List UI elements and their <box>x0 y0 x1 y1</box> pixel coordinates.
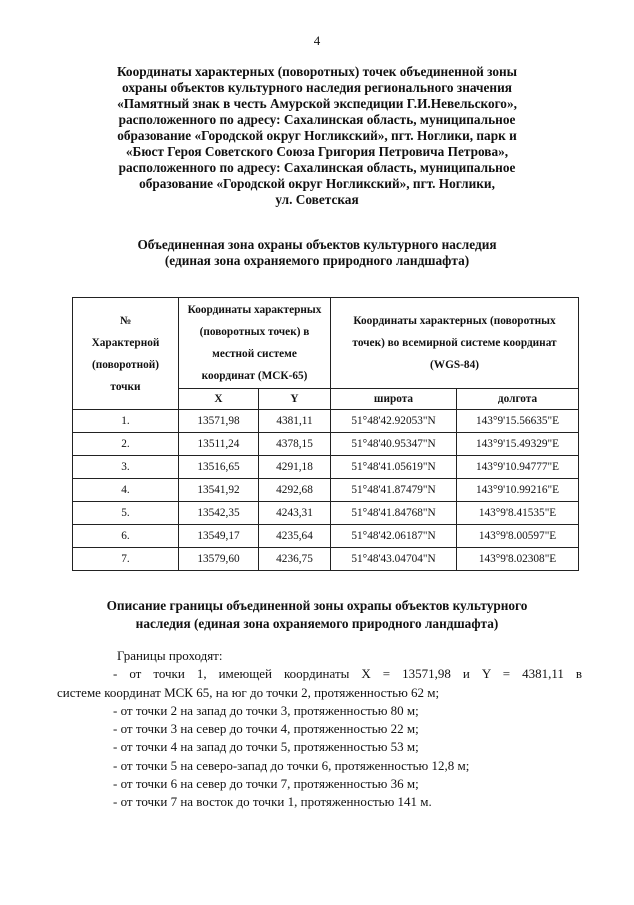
cell-y: 4236,75 <box>259 548 331 571</box>
section-title-line: Описание границы объединенной зоны охрапы объектов культурного <box>106 598 528 613</box>
cell-y: 4292,68 <box>259 479 331 502</box>
boundary-item: - от точки 4 на запад до точки 5, протяженностью 53 м; <box>113 739 419 755</box>
header-text-line: № <box>119 314 132 327</box>
header-text-line: Координаты характерных (поворотных <box>353 315 556 327</box>
boundary-description <box>57 647 582 812</box>
subtitle-line: Объединенная зона охраны объектов культурного наследия <box>137 237 497 252</box>
table-row <box>73 502 579 525</box>
title-line: Координаты характерных (поворотных) точек объединенной зоны <box>116 64 518 79</box>
title-line: ул. Советская <box>275 192 359 207</box>
cell-x: 13542,35 <box>179 502 259 525</box>
cell-latitude: 51°48'41.05619"N <box>331 456 457 479</box>
header-text-line: местной системе <box>212 348 297 360</box>
cell-longitude: 143°9'10.94777"E <box>457 456 579 479</box>
section-title-line: наследия (единая зона охраняемого природного ландшафта) <box>135 616 499 631</box>
table-row <box>73 525 579 548</box>
cell-latitude: 51°48'41.84768"N <box>331 502 457 525</box>
boundary-section-title <box>70 597 564 633</box>
cell-x: 13549,17 <box>179 525 259 548</box>
coordinates-table <box>72 297 579 571</box>
cell-latitude: 51°48'41.87479"N <box>331 479 457 502</box>
header-text-line: Координаты характерных <box>187 304 322 316</box>
cell-x: 13571,98 <box>179 410 259 433</box>
header-text-line: (поворотных точек) в <box>199 326 310 338</box>
boundary-item: - от точки 6 на север до точки 7, протяженностью 36 м; <box>113 776 419 792</box>
header-longitude: долгота <box>457 389 579 410</box>
cell-longitude: 143°9'10.99216"E <box>457 479 579 502</box>
header-text-line: координат (МСК-65) <box>201 370 308 382</box>
cell-y: 4381,11 <box>259 410 331 433</box>
boundary-item: - от точки 3 на север до точки 4, протяженностью 22 м; <box>113 721 419 737</box>
page-number: 4 <box>313 33 321 48</box>
cell-point: 6. <box>73 525 179 548</box>
cell-point: 4. <box>73 479 179 502</box>
header-latitude: широта <box>331 389 457 410</box>
title-line: расположенного по адресу: Сахалинская область, муниципальное <box>118 112 516 127</box>
header-point-number <box>73 298 179 410</box>
header-text-line: (поворотной) <box>91 358 160 371</box>
table-row <box>73 433 579 456</box>
boundary-intro: Границы проходят: <box>117 648 223 663</box>
boundary-first-line: - от точки 1, имеющей координаты X = 13571,98 и Y = 4381,11 в <box>113 666 582 682</box>
table-row <box>73 410 579 433</box>
header-local-coords <box>179 298 331 389</box>
header-text-line: (WGS-84) <box>430 359 479 371</box>
cell-longitude: 143°9'15.49329"E <box>457 433 579 456</box>
cell-y: 4291,18 <box>259 456 331 479</box>
zone-subtitle <box>70 237 564 269</box>
title-line: образование «Городской округ Ногликский», пгт. Ноглики, <box>139 176 495 191</box>
cell-longitude: 143°9'8.02308"E <box>457 548 579 571</box>
cell-point: 5. <box>73 502 179 525</box>
cell-longitude: 143°9'15.56635"E <box>457 410 579 433</box>
header-y: Y <box>259 389 331 410</box>
title-line: образование «Городской округ Ногликский», пгт. Ноглики, парк и <box>117 128 517 143</box>
cell-x: 13541,92 <box>179 479 259 502</box>
cell-latitude: 51°48'42.06187"N <box>331 525 457 548</box>
cell-point: 7. <box>73 548 179 571</box>
cell-latitude: 51°48'42.92053"N <box>331 410 457 433</box>
cell-longitude: 143°9'8.00597"E <box>457 525 579 548</box>
header-text-line: Характерной <box>91 336 160 349</box>
cell-y: 4235,64 <box>259 525 331 548</box>
cell-x: 13579,60 <box>179 548 259 571</box>
cell-longitude: 143°9'8.41535"E <box>457 502 579 525</box>
title-line: «Бюст Героя Советского Союза Григория Петровича Петрова», <box>125 144 509 159</box>
subtitle-line: (единая зона охраняемого природного ландшафта) <box>164 253 470 268</box>
cell-point: 1. <box>73 410 179 433</box>
cell-latitude: 51°48'40.95347"N <box>331 433 457 456</box>
boundary-item: - от точки 2 на запад до точки 3, протяженностью 80 м; <box>113 702 419 718</box>
cell-x: 13516,65 <box>179 456 259 479</box>
header-text-line: точек) во всемирной системе координат <box>352 337 557 349</box>
cell-point: 2. <box>73 433 179 456</box>
document-title <box>70 64 564 208</box>
boundary-first-continuation: системе координат МСК 65, на юг до точки 2, протяженностью 62 м; <box>57 684 440 700</box>
cell-x: 13511,24 <box>179 433 259 456</box>
cell-point: 3. <box>73 456 179 479</box>
cell-latitude: 51°48'43.04704"N <box>331 548 457 571</box>
header-text-line: точки <box>110 380 141 393</box>
title-line: охраны объектов культурного наследия регионального значения <box>122 80 512 95</box>
cell-y: 4243,31 <box>259 502 331 525</box>
header-x: X <box>179 389 259 410</box>
title-line: «Памятный знак в честь Амурской экспедиции Г.И.Невельского», <box>117 96 517 111</box>
boundary-item: - от точки 7 на восток до точки 1, протяженностью 141 м. <box>113 794 432 810</box>
table-row <box>73 456 579 479</box>
table-row <box>73 548 579 571</box>
cell-y: 4378,15 <box>259 433 331 456</box>
title-line: расположенного по адресу: Сахалинская область, муниципальное <box>118 160 516 175</box>
table-row <box>73 479 579 502</box>
header-wgs-coords <box>331 298 579 389</box>
boundary-item: - от точки 5 на северо-запад до точки 6, протяженностью 12,8 м; <box>113 757 470 773</box>
